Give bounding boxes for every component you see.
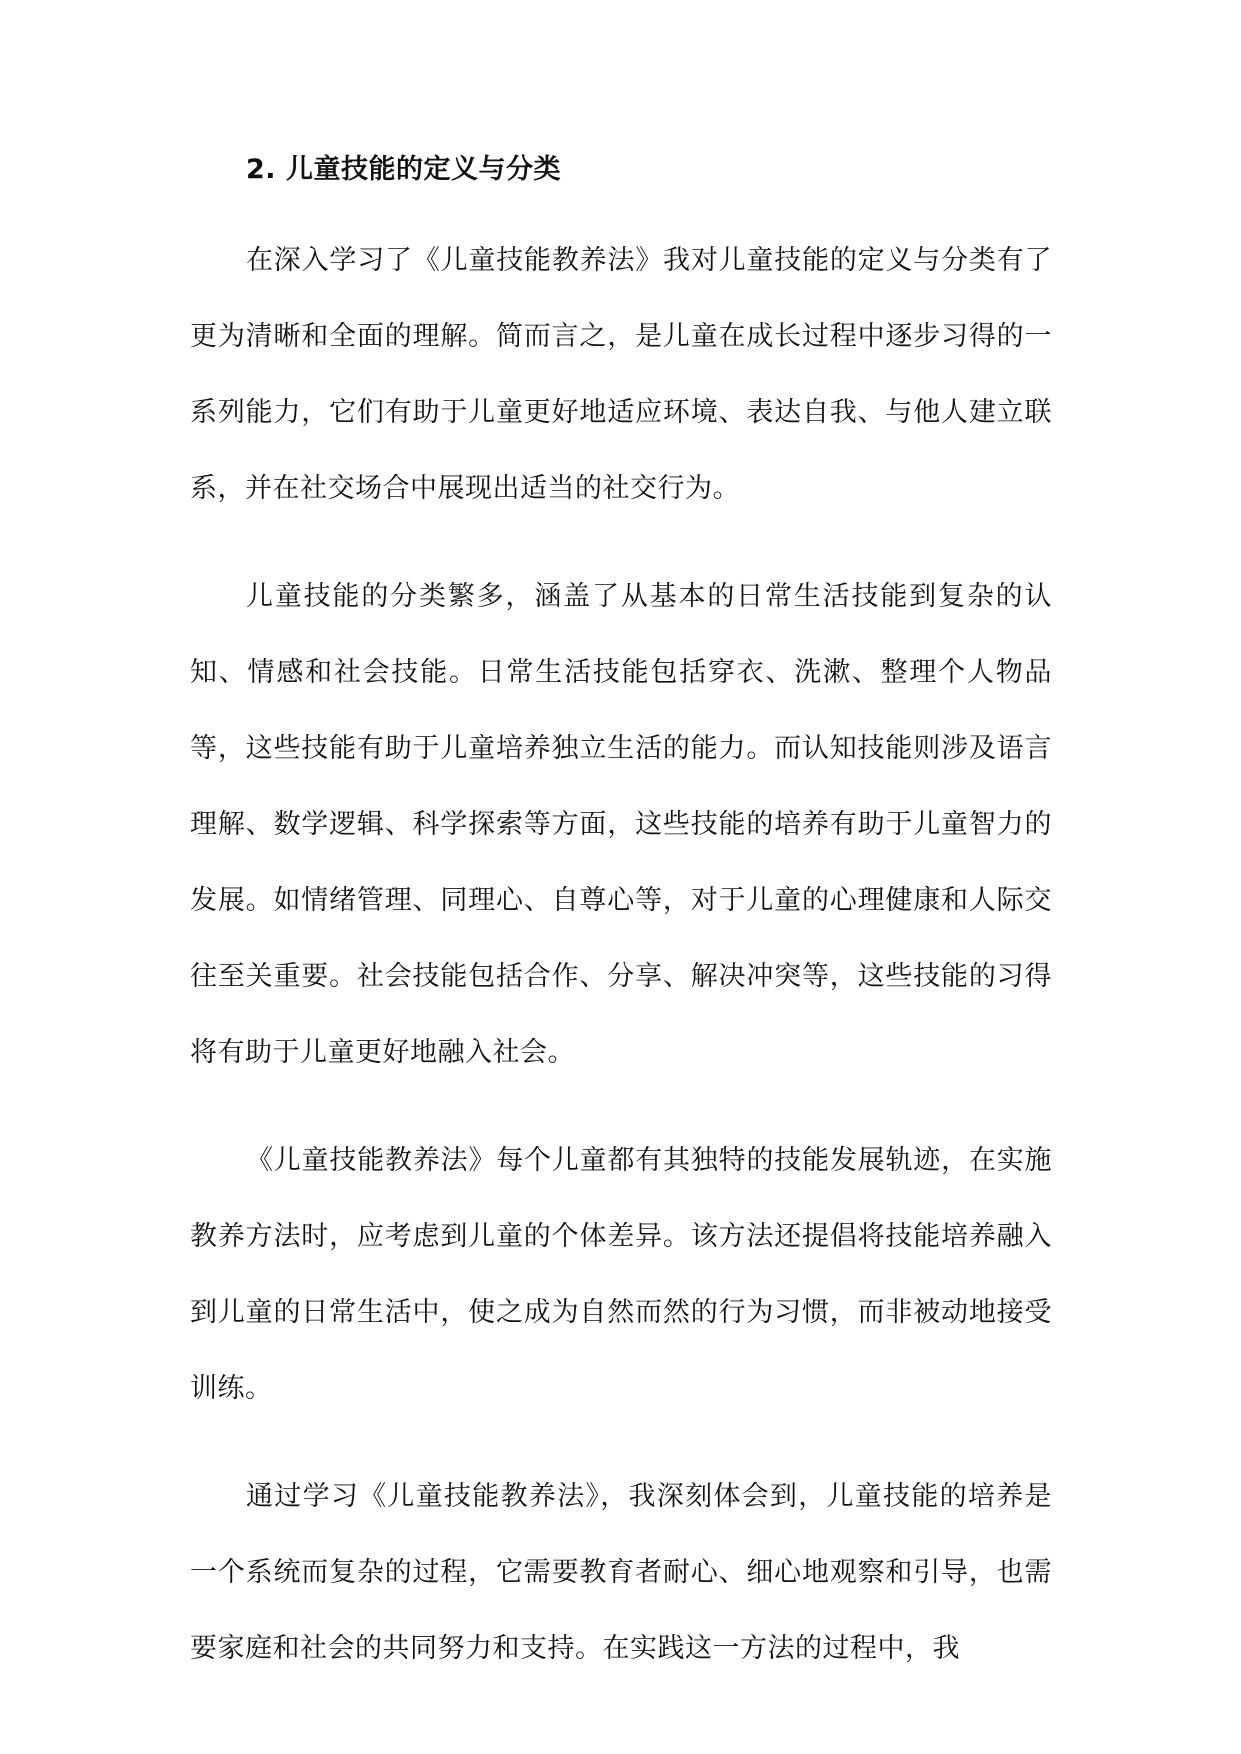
paragraph-3: 《儿童技能教养法》每个儿童都有其独特的技能发展轨迹，在实施教养方法时，应考虑到儿童的个体差异。该方法还提倡将技能培养融入到儿童的日常生活中，使之成为自然而然的行为习惯，而非被动地接受训练。	[190, 1145, 1052, 1404]
section-heading: 2. 儿童技能的定义与分类	[246, 154, 561, 185]
paragraph-2: 儿童技能的分类繁多，涵盖了从基本的日常生活技能到复杂的认知、情感和社会技能。日常生活技能包括穿衣、洗漱、整理个人物品等，这些技能有助于儿童培养独立生活的能力。而认知技能则涉及语言理解、数学逻辑、科学探索等方面，这些技能的培养有助于儿童智力的发展。如情绪管理、同理心、自尊心等，对于儿童的心理健康和人际交往至关重要。社会技能包括合作、分享、解决冲突等，这些技能的习得将有助于儿童更好地融入社会。	[190, 581, 1052, 1068]
document-body	[190, 145, 1052, 1719]
paragraph-1: 在深入学习了《儿童技能教养法》我对儿童技能的定义与分类有了更为清晰和全面的理解。简而言之，是儿童在成长过程中逐步习得的一系列能力，它们有助于儿童更好地适应环境、表达自我、与他人建立联系，并在社交场合中展现出适当的社交行为。	[190, 245, 1052, 504]
paragraph-4: 通过学习《儿童技能教养法》，我深刻体会到，儿童技能的培养是一个系统而复杂的过程，它需要教育者耐心、细心地观察和引导，也需要家庭和社会的共同努力和支持。在实践这一方法的过程中，我	[190, 1481, 1052, 1664]
